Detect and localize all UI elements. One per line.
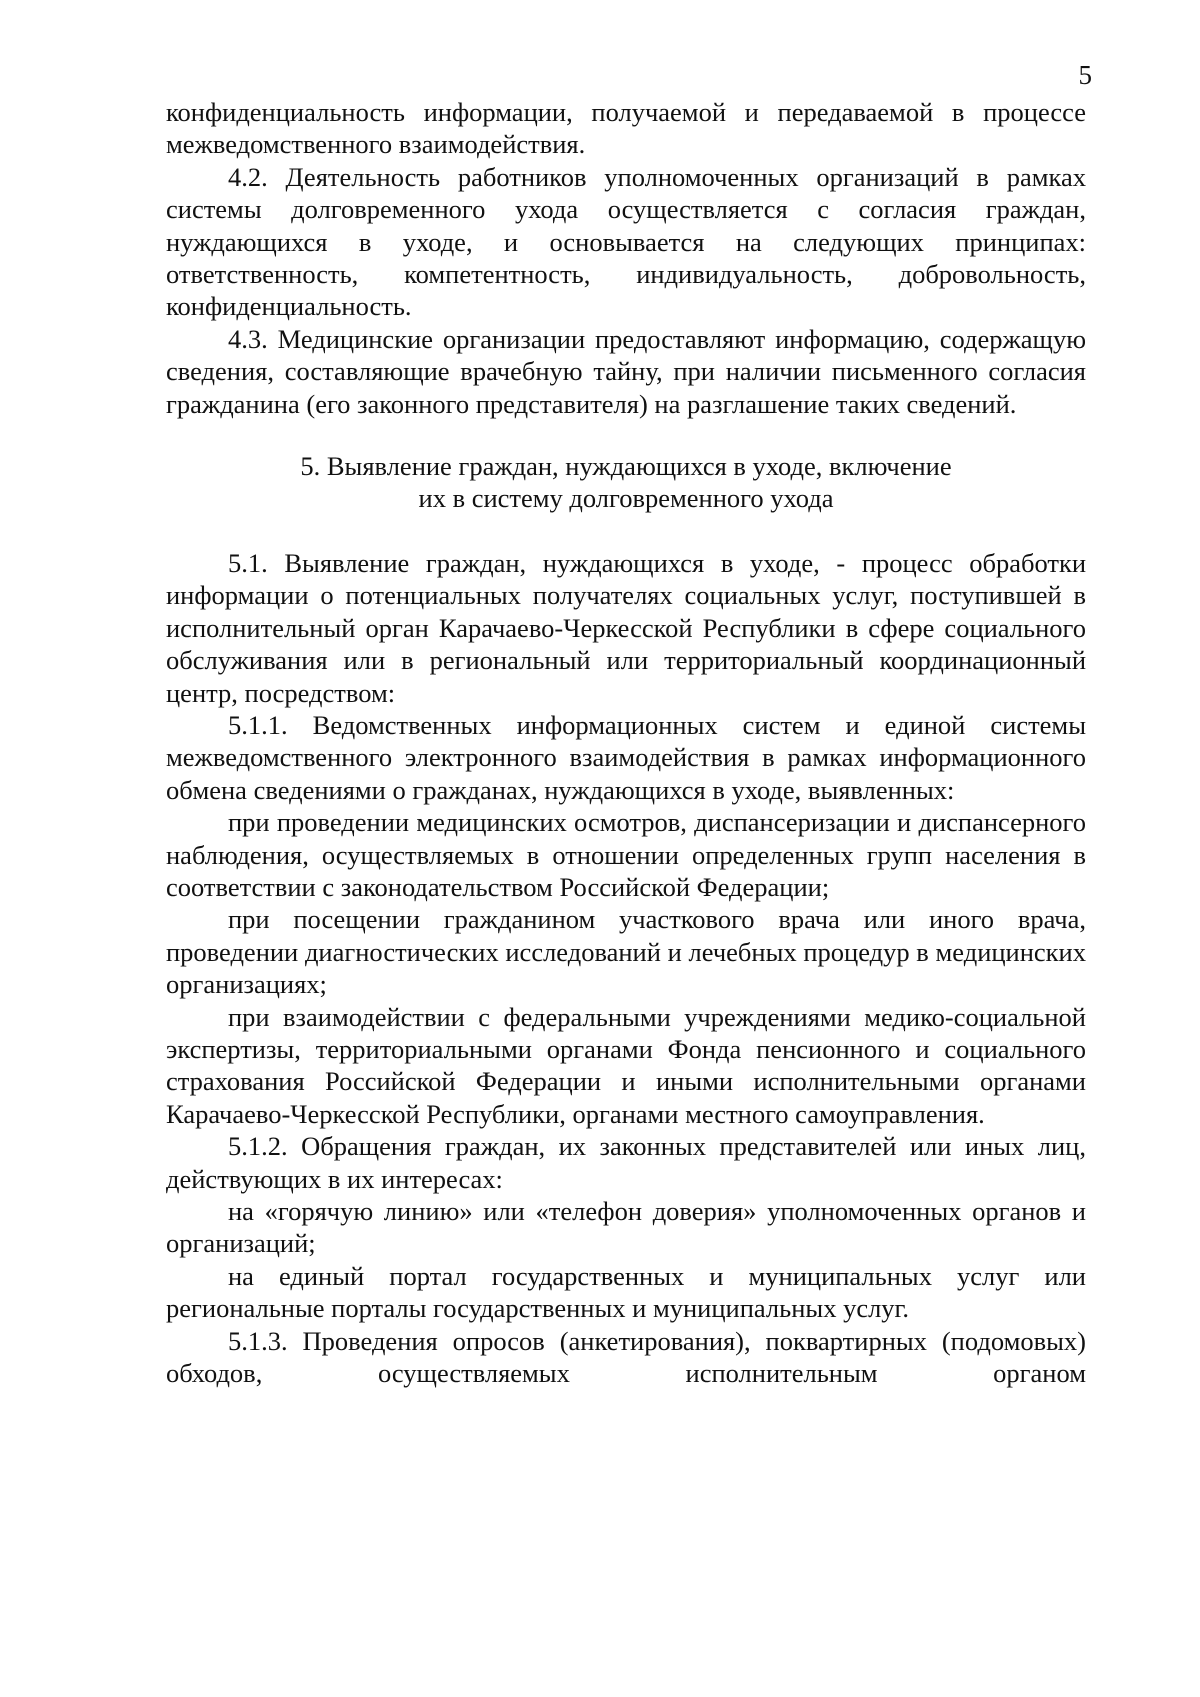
section-title [166,420,1086,547]
document-body [166,96,1086,1389]
paragraph-5-1-2: 5.1.2. Обращения граждан, их законных представителей или иных лиц, действующих в их интересах: [166,1131,1086,1194]
paragraph-5-1-1-item-doctor-visit: при посещении гражданином участкового врача или иного врача, проведении диагностических исследований и лечебных процедур в медицинских организациях; [166,904,1086,1000]
section-title-line-2: их в систему долговременного ухода [418,483,834,514]
paragraph-4-2: 4.2. Деятельность работников уполномоченных организаций в рамках системы долговременного ухода осуществляется с согласия граждан, нуждающихся в уходе, и основывается на следующих принципах: ответственность, компетентность, индивидуальность, добровольность, конфиденциальность. [166,161,1086,322]
paragraph-5-1-1-item-interaction: при взаимодействии с федеральными учреждениями медико-социальной экспертизы, территориальными органами Фонда пенсионного и социального страхования Российской Федерации и иными исполнительными органами Карачаево-Черкесской Республики, органами местного самоуправления. [166,1001,1086,1129]
paragraph-continuation: конфиденциальность информации, получаемой и передаваемой в процессе межведомственного взаимодействия. [166,97,1086,160]
paragraph-4-3: 4.3. Медицинские организации предоставляют информацию, содержащую сведения, составляющие врачебную тайну, при наличии письменного согласия гражданина (его законного представителя) на разглашение таких сведений. [166,323,1086,419]
paragraph-5-1-3: 5.1.3. Проведения опросов (анкетирования), поквартирных (подомовых) обходов, осуществляемых исполнительным органом [166,1325,1086,1389]
paragraph-5-1-2-item-hotline: на «горячую линию» или «телефон доверия» уполномоченных органов и организаций; [166,1196,1086,1259]
page-number: 5 [1078,60,1092,90]
paragraph-5-1-2-item-portal: на единый портал государственных и муниципальных услуг или региональные порталы государственных и муниципальных услуг. [166,1260,1086,1324]
paragraph-5-1-1-item-medical-exams: при проведении медицинских осмотров, диспансеризации и диспансерного наблюдения, осуществляемых в отношении определенных групп населения в соответствии с законодательством Российской Федерации; [166,807,1086,902]
section-title-line-1: 5. Выявление граждан, нуждающихся в уходе, включение [300,451,952,482]
paragraph-5-1-1: 5.1.1. Ведомственных информационных систем и единой системы межведомственного электронного взаимодействия в рамках информационного обмена сведениями о гражданах, нуждающихся в уходе, выявленных: [166,709,1086,805]
paragraph-5-1: 5.1. Выявление граждан, нуждающихся в уходе, - процесс обработки информации о потенциальных получателях социальных услуг, поступившей в исполнительный орган Карачаево-Черкесской Республики в сфере социального обслуживания или в региональный или территориальный координационный центр, посредством: [166,547,1086,708]
